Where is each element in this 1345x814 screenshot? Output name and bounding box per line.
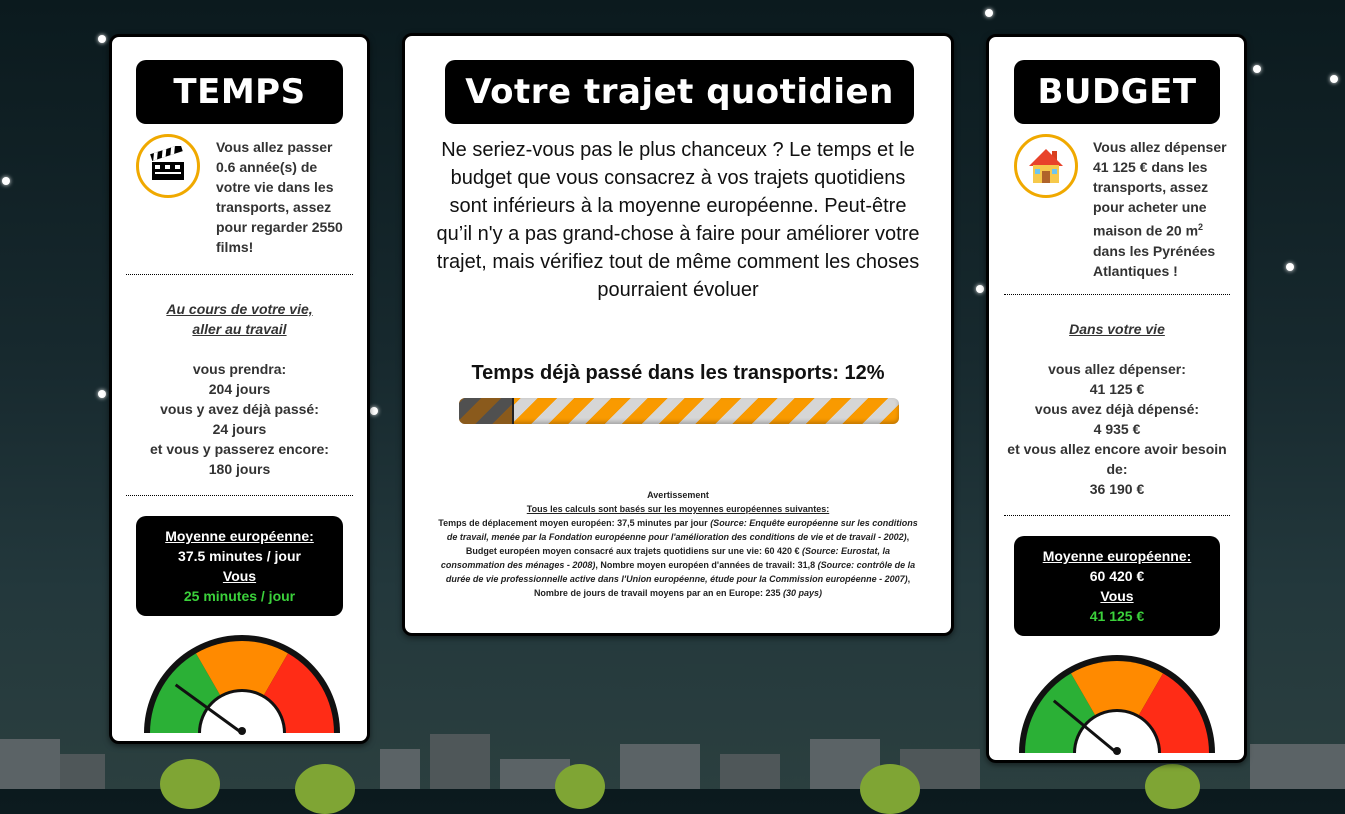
star: [976, 285, 984, 293]
budget-total-label: vous allez dépenser:: [1048, 361, 1186, 377]
disclaimer-title: Avertissement: [647, 490, 709, 500]
budget-total-value: 41 125 €: [1089, 381, 1145, 397]
time-you-label: Vous: [222, 568, 257, 584]
time-stats-heading-2: aller au travail: [192, 321, 287, 337]
star: [1253, 65, 1261, 73]
disclaimer-budget: , Budget européen moyen consacré aux trajets quotidiens sur une vie: 60 420 €: [465, 532, 910, 556]
time-spent-value: 24 jours: [212, 421, 267, 437]
divider: [126, 274, 353, 275]
time-stats-heading-1: Au cours de votre vie,: [166, 301, 313, 317]
budget-remaining-value: 36 190 €: [1089, 481, 1145, 497]
budget-you-value: 41 125 €: [1089, 608, 1145, 624]
budget-remaining-label: et vous allez encore avoir besoin de:: [1007, 441, 1227, 477]
time-panel-title: TEMPS: [136, 60, 343, 124]
star: [985, 9, 993, 17]
budget-blurb: [1093, 137, 1233, 281]
time-average-value: 37.5 minutes / jour: [178, 548, 301, 564]
time-progress-bar: [459, 398, 899, 424]
budget-spent-label: vous avez déjà dépensé:: [1034, 401, 1200, 417]
house-icon: [1014, 134, 1078, 198]
disclaimer-work-years: , Nombre moyen européen d'années de travail: 31,8: [595, 560, 818, 570]
time-panel: [109, 34, 370, 744]
time-stats: [126, 299, 353, 479]
divider: [126, 495, 353, 496]
commute-title: Votre trajet quotidien: [445, 60, 914, 124]
disclaimer-work-days: , Nombre de jours de travail moyens par an en Europe: 235: [533, 574, 911, 598]
time-progress-fill: [459, 398, 514, 424]
budget-spent-value: 4 935 €: [1093, 421, 1141, 437]
disclaimer-source-3: (Source: contrôle de la durée de vie professionnelle active dans l'Union européenne, étude pour la Commission européenne - 2007): [445, 560, 916, 584]
gauge-pivot: [1113, 747, 1121, 755]
budget-average-value: 60 420 €: [1089, 568, 1145, 584]
star: [2, 177, 10, 185]
budget-blurb-main: Vous allez dépenser 41 125 € dans les transports, assez pour acheter une maison de 20 m: [1093, 139, 1227, 239]
star: [98, 390, 106, 398]
time-total-label: vous prendra:: [192, 361, 287, 377]
disclaimer: [433, 488, 923, 600]
disclaimer-source-2: (Source: Eurostat, la consommation des ménages - 2008): [440, 546, 891, 570]
time-you-value: 25 minutes / jour: [183, 588, 296, 604]
disclaimer-commute-time: Temps de déplacement moyen européen: 37,5 minutes par jour: [438, 518, 711, 528]
time-average-box: [136, 516, 343, 616]
disclaimer-source-4: (30 pays): [783, 588, 823, 598]
time-remaining-value: 180 jours: [208, 461, 271, 477]
budget-average-box: [1014, 536, 1220, 636]
commute-summary-panel: [402, 33, 954, 636]
gauge-pivot: [238, 727, 246, 735]
budget-you-label: Vous: [1100, 588, 1134, 604]
budget-gauge: [1017, 648, 1217, 758]
divider: [1004, 515, 1230, 516]
time-total-value: 204 jours: [208, 381, 271, 397]
time-remaining-label: et vous y passerez encore:: [150, 441, 329, 457]
star: [1286, 263, 1294, 271]
film-clapperboard-icon: [136, 134, 200, 198]
time-spent-label: vous y avez déjà passé:: [160, 401, 319, 417]
disclaimer-source-1: (Source: Enquête européenne sur les conditions de travail, menée par la Fondation européenne pour l'amélioration des conditions de vie et de travail - 2002): [446, 518, 918, 542]
disclaimer-subtitle: Tous les calculs sont basés sur les moyennes européennes suivantes:: [526, 504, 830, 514]
divider: [1004, 294, 1230, 295]
budget-blurb-sup: 2: [1198, 222, 1204, 232]
star: [1330, 75, 1338, 83]
budget-stats-heading: Dans votre vie: [1069, 321, 1165, 337]
budget-panel: [986, 34, 1247, 763]
budget-average-label: Moyenne européenne:: [1042, 548, 1192, 564]
star: [98, 35, 106, 43]
budget-blurb-end: dans les Pyrénées Atlantiques !: [1093, 242, 1216, 279]
star: [370, 407, 378, 415]
commute-message: Ne seriez-vous pas le plus chanceux ? Le temps et le budget que vous consacrez à vos trajets quotidiens sont inférieurs à la moyenne européenne. Peut-être qu’il n'y a pas grand-chose à faire pour améliorer votre trajet, mais vérifiez tout de même comment les choses pourraient évoluer: [436, 139, 920, 301]
budget-panel-title: BUDGET: [1014, 60, 1220, 124]
time-gauge: [142, 628, 342, 738]
progress-label: Temps déjà passé dans les transports: 12%: [471, 362, 885, 384]
budget-stats: [1004, 319, 1230, 499]
time-average-label: Moyenne européenne:: [165, 528, 314, 544]
time-blurb: Vous allez passer 0.6 année(s) de votre vie dans les transports, assez pour regarder 2550 films!: [216, 139, 343, 255]
